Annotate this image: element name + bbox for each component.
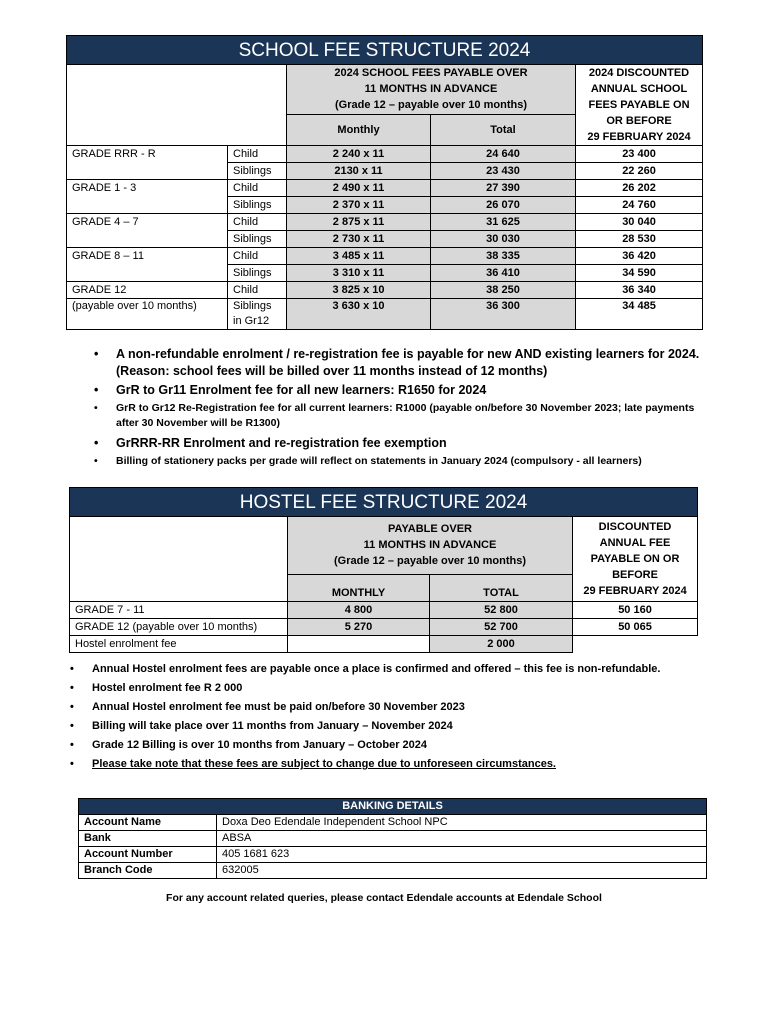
banking-rows xyxy=(79,815,707,879)
school-grade-label: GRADE 4 – 7 xyxy=(67,214,228,231)
header-line: 29 FEBRUARY 2024 xyxy=(587,131,691,143)
hostel-enrolment-empty xyxy=(573,636,698,653)
hostel-enrolment-label: Hostel enrolment fee xyxy=(70,636,288,653)
banking-value: Doxa Deo Edendale Independent School NPC xyxy=(217,815,707,831)
list-item xyxy=(70,738,710,752)
header-line: PAYABLE ON OR xyxy=(590,553,680,565)
table-row xyxy=(79,847,707,863)
table-row xyxy=(70,619,698,636)
school-monthly-value: 2 240 x 11 xyxy=(287,146,431,163)
school-discount-value: 26 202 xyxy=(576,180,703,197)
school-type-label: Siblings xyxy=(228,197,287,214)
school-monthly-value: 3 825 x 10 xyxy=(287,282,431,299)
hostel-discount-value: 50 160 xyxy=(573,602,698,619)
banking-details-table xyxy=(78,798,707,879)
footer-note: For any account related queries, please contact Edendale accounts at Edendale School xyxy=(166,892,602,904)
school-header-discount xyxy=(576,65,703,146)
school-fee-rows xyxy=(67,146,703,299)
list-item-text: Grade 12 Billing is over 10 months from January – October 2024 xyxy=(92,739,428,751)
table-row xyxy=(79,815,707,831)
school-grade-label: (payable over 10 months) xyxy=(67,299,228,330)
school-col-total: Total xyxy=(431,114,576,145)
school-monthly-value: 2 875 x 11 xyxy=(287,214,431,231)
school-type-label: Siblings xyxy=(228,163,287,180)
school-total-value: 27 390 xyxy=(431,180,576,197)
school-fee-table xyxy=(66,35,703,330)
school-total-value: 24 640 xyxy=(431,146,576,163)
table-row xyxy=(70,602,698,619)
banking-label: Account Name xyxy=(79,815,217,831)
school-discount-value: 28 530 xyxy=(576,231,703,248)
school-grade-label: GRADE RRR - R xyxy=(67,146,228,163)
header-line: (Grade 12 – payable over 10 months) xyxy=(335,99,527,112)
header-line: 11 MONTHS IN ADVANCE xyxy=(363,539,497,552)
school-discount-value: 23 400 xyxy=(576,146,703,163)
header-line: 29 FEBRUARY 2024 xyxy=(583,585,687,597)
type-line: Siblings xyxy=(233,300,272,312)
banking-value: 405 1681 623 xyxy=(217,847,707,863)
school-type-label: Child xyxy=(228,146,287,163)
school-type-label: Siblings xyxy=(228,265,287,282)
school-type-label: Child xyxy=(228,214,287,231)
header-line: BEFORE xyxy=(612,569,658,581)
header-line: 11 MONTHS IN ADVANCE xyxy=(364,83,498,96)
list-item: • GrR to Gr11 Enrolment fee for all new learners: R1650 for 2024 xyxy=(94,382,704,399)
table-row xyxy=(67,214,703,231)
school-monthly-value: 3 630 x 10 xyxy=(287,299,431,330)
header-line: (Grade 12 – payable over 10 months) xyxy=(334,555,526,568)
list-item-text: Hostel enrolment fee R 2 000 xyxy=(92,682,243,694)
table-row xyxy=(67,180,703,197)
school-total-value: 36 410 xyxy=(431,265,576,282)
header-line: 2024 DISCOUNTED xyxy=(588,67,690,79)
school-grade-label xyxy=(67,231,228,248)
header-line: DISCOUNTED xyxy=(598,521,672,533)
hostel-fee-rows xyxy=(70,602,698,636)
list-item-text: Annual Hostel enrolment fees are payable once a place is confirmed and offered – this fee is non-refundable. xyxy=(92,663,661,675)
list-item: • Billing of stationery packs per grade will reflect on statements in January 2024 (compulsory - all learners) xyxy=(94,454,704,469)
hostel-monthly-value: 5 270 xyxy=(288,619,430,636)
hostel-grade-label: GRADE 12 (payable over 10 months) xyxy=(70,619,288,636)
school-grade-label: GRADE 12 xyxy=(67,282,228,299)
school-fee-notes xyxy=(94,346,704,473)
school-discount-value: 22 260 xyxy=(576,163,703,180)
school-grade-label xyxy=(67,197,228,214)
list-item: • A non-refundable enrolment / re-registration fee is payable for new AND existing learners for 2024. (Reason: school fees will be billed over 11 months instead of 12 months) xyxy=(94,346,704,380)
school-type-label: Child xyxy=(228,180,287,197)
hostel-fee-title: HOSTEL FEE STRUCTURE 2024 xyxy=(70,488,698,517)
table-row xyxy=(67,146,703,163)
header-line: PAYABLE OVER xyxy=(388,523,472,536)
school-discount-value: 24 760 xyxy=(576,197,703,214)
school-monthly-value: 2 490 x 11 xyxy=(287,180,431,197)
table-row xyxy=(67,231,703,248)
school-grade-label: GRADE 8 – 11 xyxy=(67,248,228,265)
school-monthly-value: 2 370 x 11 xyxy=(287,197,431,214)
list-item: • GrR to Gr12 Re-Registration fee for all current learners: R1000 (payable on/before 30 November 2023; late payments after 30 November will be R1300) xyxy=(94,401,704,431)
school-total-value: 38 335 xyxy=(431,248,576,265)
table-row xyxy=(79,863,707,879)
banking-label: Branch Code xyxy=(79,863,217,879)
school-total-value: 38 250 xyxy=(431,282,576,299)
school-total-value: 31 625 xyxy=(431,214,576,231)
table-row xyxy=(67,265,703,282)
table-row xyxy=(67,248,703,265)
school-grade-label xyxy=(67,265,228,282)
banking-title: BANKING DETAILS xyxy=(79,799,707,815)
school-col-monthly: Monthly xyxy=(287,114,431,145)
list-item xyxy=(70,662,710,676)
school-total-value: 23 430 xyxy=(431,163,576,180)
header-line: ANNUAL FEE xyxy=(599,537,671,549)
school-grade-label: GRADE 1 - 3 xyxy=(67,180,228,197)
list-item: • GrRRR-RR Enrolment and re-registration fee exemption xyxy=(94,435,704,452)
school-type-label: Child xyxy=(228,282,287,299)
list-item-text: Annual Hostel enrolment fee must be paid on/before 30 November 2023 xyxy=(92,701,465,713)
school-discount-value: 36 340 xyxy=(576,282,703,299)
school-total-value: 26 070 xyxy=(431,197,576,214)
table-row xyxy=(67,282,703,299)
school-discount-value: 30 040 xyxy=(576,214,703,231)
header-line: 2024 SCHOOL FEES PAYABLE OVER xyxy=(334,67,528,80)
hostel-total-value: 52 800 xyxy=(430,602,573,619)
table-row xyxy=(79,831,707,847)
school-monthly-value: 2130 x 11 xyxy=(287,163,431,180)
school-monthly-value: 3 310 x 11 xyxy=(287,265,431,282)
banking-label: Bank xyxy=(79,831,217,847)
header-line: ANNUAL SCHOOL xyxy=(590,83,688,95)
list-item xyxy=(70,719,710,733)
school-total-value: 36 300 xyxy=(431,299,576,330)
header-line: OR BEFORE xyxy=(606,115,672,127)
school-total-value: 30 030 xyxy=(431,231,576,248)
hostel-fee-notes xyxy=(70,662,710,776)
hostel-header-blank xyxy=(70,517,288,602)
school-type-label: Siblings xyxy=(228,231,287,248)
banking-value: ABSA xyxy=(217,831,707,847)
hostel-fee-table xyxy=(69,487,698,653)
hostel-enrolment-total: 2 000 xyxy=(430,636,573,653)
table-row xyxy=(67,197,703,214)
banking-value: 632005 xyxy=(217,863,707,879)
list-item xyxy=(70,757,710,771)
hostel-discount-value: 50 065 xyxy=(573,619,698,636)
school-monthly-value: 3 485 x 11 xyxy=(287,248,431,265)
school-discount-value: 34 590 xyxy=(576,265,703,282)
list-item xyxy=(70,700,710,714)
list-item-text: Please take note that these fees are subject to change due to unforeseen circumstances. xyxy=(92,758,556,770)
table-row xyxy=(67,163,703,180)
school-discount-value: 34 485 xyxy=(576,299,703,330)
hostel-monthly-value: 4 800 xyxy=(288,602,430,619)
list-item-text: Billing will take place over 11 months from January – November 2024 xyxy=(92,720,453,732)
school-type-label xyxy=(228,299,287,330)
school-discount-value: 36 420 xyxy=(576,248,703,265)
hostel-header-payable xyxy=(288,517,573,575)
type-line: in Gr12 xyxy=(233,315,270,327)
school-monthly-value: 2 730 x 11 xyxy=(287,231,431,248)
list-item xyxy=(70,681,710,695)
hostel-col-monthly: MONTHLY xyxy=(288,574,430,601)
hostel-header-discount xyxy=(573,517,698,602)
hostel-enrolment-blank xyxy=(288,636,430,653)
hostel-col-total: TOTAL xyxy=(430,574,573,601)
school-type-label: Child xyxy=(228,248,287,265)
school-header-payable xyxy=(287,65,576,115)
hostel-total-value: 52 700 xyxy=(430,619,573,636)
school-header-blank xyxy=(67,65,287,146)
school-fee-title: SCHOOL FEE STRUCTURE 2024 xyxy=(67,36,703,65)
school-grade-label xyxy=(67,163,228,180)
header-line: FEES PAYABLE ON xyxy=(588,99,690,111)
banking-label: Account Number xyxy=(79,847,217,863)
hostel-grade-label: GRADE 7 - 11 xyxy=(70,602,288,619)
